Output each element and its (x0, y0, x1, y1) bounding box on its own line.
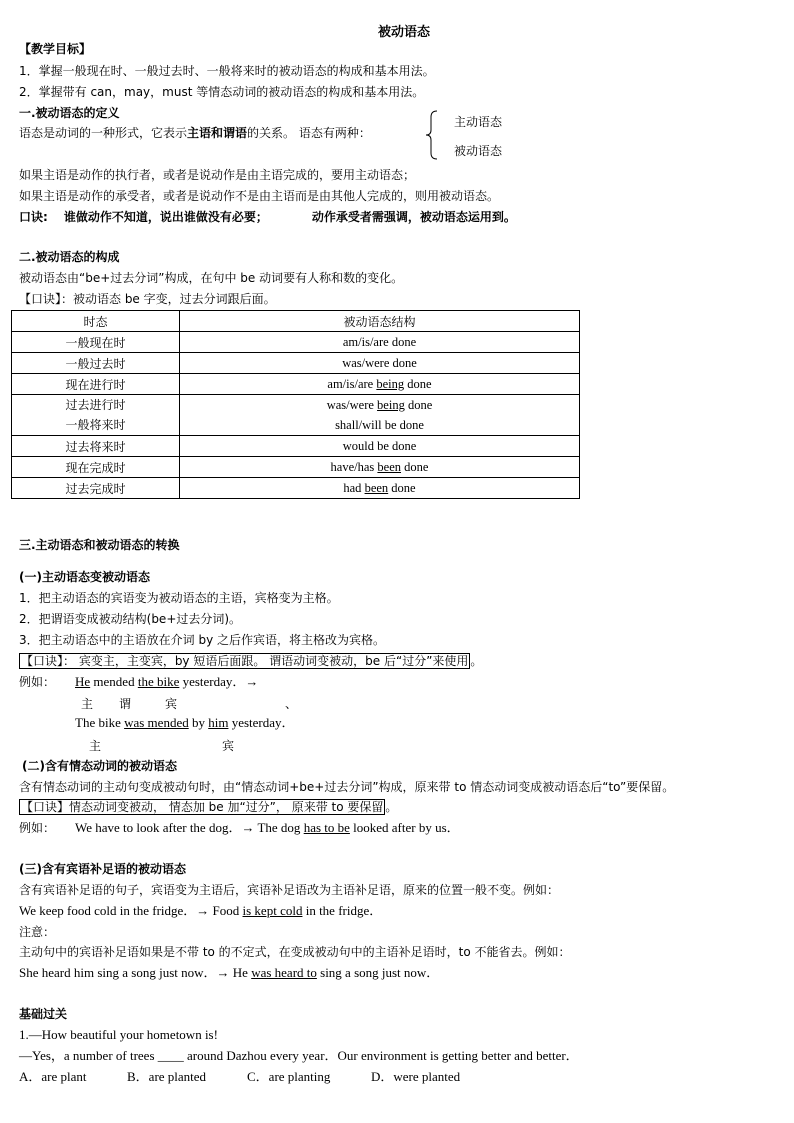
sub3-line1: 含有宾语补足语的句子，宾语变为主语后，宾语补足语改为主语补足语，原来的位置一般不变。例如： (19, 883, 560, 897)
section1-intro-bold: 主语和谓语 (187, 126, 248, 140)
example-sentence-passive (75, 715, 295, 731)
sub2-example-label: 例如： (19, 821, 56, 835)
sub3-ex1-b: is kept cold (242, 903, 303, 918)
sub3-ex2-b: was heard to (251, 965, 317, 980)
structure-text: shall/will be done (335, 418, 424, 432)
table-row (12, 457, 580, 478)
tense-cell: 过去完成时 (12, 478, 180, 499)
section1-intro-a: 语态是动词的一种形式，它表示 (19, 126, 188, 140)
structure-cell (180, 332, 580, 353)
question-1-line2: —Yes，a number of trees ____ around Dazhou every year．Our environment is getting better and better． (19, 1048, 579, 1063)
goal-item-2: 2．掌握带有 can，may，must 等情态动词的被动语态的构成和基本用法。 (19, 85, 425, 99)
sub3-example2 (19, 965, 439, 981)
passive-structure-table (11, 310, 580, 499)
rhyme-label: 口诀: (19, 210, 48, 224)
ex1-subject-label: 主 (81, 697, 94, 711)
sub2-heading: (二)含有情态动词的被动语态 (22, 759, 177, 773)
goal-item-1: 1．掌握一般现在时、一般过去时、一般将来时的被动语态的构成和基本用法。 (19, 64, 435, 78)
goals-heading: 【教学目标】 (19, 42, 92, 56)
structure-text: had (343, 480, 365, 495)
section1-line1: 如果主语是动作的执行者，或者是说动作是由主语完成的，要用主动语态； (19, 168, 416, 182)
ex1-object-label: 宾 (165, 697, 178, 711)
tense-cell: 过去将来时 (12, 436, 180, 457)
section3-heading: 三.主动语态和被动语态的转换 (19, 538, 180, 552)
table-header-row (12, 311, 580, 332)
structure-text: done (401, 459, 429, 474)
tense-cell: 一般过去时 (12, 353, 180, 374)
ex2-subject-label: 主 (89, 739, 102, 753)
structure-underlined: being (377, 398, 405, 412)
voice-active-label: 主动语态 (454, 115, 503, 129)
table-row (12, 478, 580, 499)
ex2-subject: The bike (75, 715, 125, 730)
ex2-by: by (188, 715, 209, 730)
structure-text: would be done (342, 438, 417, 453)
question-1-line1: 1.—How beautiful your hometown is! (19, 1027, 218, 1042)
structure-cell (180, 478, 580, 499)
section2-heading: 二.被动语态的构成 (19, 250, 120, 264)
sub2-ex-a: We have to look after the dog．→ The dog (75, 820, 304, 835)
structure-underlined: being (376, 376, 405, 391)
sub1-rhyme-box: 【口诀】： 宾变主，主变宾，by 短语后面跟。 谓语动词变被动，be 后“过分”来使用 (21, 654, 469, 668)
ex2-object-label: 宾 (222, 739, 235, 753)
section1-rhyme (19, 209, 516, 225)
sub3-note-label: 注意： (19, 925, 56, 939)
ex2-rest: yesterday． (228, 715, 295, 730)
sub1-rhyme-end: 。 (470, 654, 483, 668)
section1-intro (19, 125, 371, 141)
ex1-rest: yesterday．→ (179, 674, 259, 689)
ex1-subject: He (75, 674, 91, 689)
sub3-ex2-a: She heard him sing a song just now．→ He (19, 965, 252, 980)
sub3-ex1-a: We keep food cold in the fridge．→ Food (19, 903, 243, 918)
tense-text: 一般将来时 (65, 418, 126, 432)
voice-passive-label: 被动语态 (454, 144, 503, 158)
structure-text: done (404, 398, 433, 412)
option-b: B．are planted (127, 1069, 207, 1084)
sub2-rhyme (19, 799, 397, 815)
practice-heading: 基础过关 (19, 1007, 68, 1021)
sub2-rhyme-end: 。 (385, 800, 398, 814)
tense-text: 过去进行时 (65, 398, 126, 412)
section2-line1: 被动语态由“be+过去分词”构成，在句中 be 动词要有人称和数的变化。 (19, 271, 404, 285)
sub3-heading: (三)含有宾语补足语的被动语态 (19, 862, 186, 876)
table-row (12, 395, 580, 436)
sub2-example-sentence (75, 820, 460, 836)
sub1-rhyme (19, 653, 482, 669)
structure-text: was/were (326, 398, 378, 412)
ex1-object: the bike (137, 674, 180, 689)
sub1-heading: (一)主动语态变被动语态 (19, 570, 150, 584)
sub3-ex1-c: in the fridge． (302, 903, 383, 918)
section1-heading: 一.被动语态的定义 (19, 106, 120, 120)
tense-cell: 一般现在时 (12, 332, 180, 353)
table-row (12, 353, 580, 374)
structure-cell (180, 374, 580, 395)
table-row (12, 332, 580, 353)
structure-text: done (404, 376, 432, 391)
sub3-ex2-c: sing a song just now． (316, 965, 440, 980)
structure-cell (180, 457, 580, 478)
sub2-line1: 含有情态动词的主动句变成被动句时，由“情态动词+be+过去分词”构成，原来带 to 情态动词变成被动语态后“to”要保留。 (19, 780, 675, 794)
tense-cell (12, 395, 180, 436)
sub3-note-line: 主动句中的宾语补足语如果是不带 to 的不定式，在变成被动句中的主语补足语时，to 不能省去。例如： (19, 945, 571, 959)
tense-cell: 现在进行时 (12, 374, 180, 395)
ex2-agent: him (208, 715, 229, 730)
sub1-example-label: 例如： (19, 675, 56, 689)
example-sentence-active (75, 674, 258, 690)
structure-text: am/is/are (327, 376, 377, 391)
structure-cell (180, 353, 580, 374)
sub2-rhyme-box: 【口诀】情态动词变被动， 情态加 be 加“过分”， 原来带 to 要保留 (21, 800, 384, 814)
structure-text: have/has (330, 459, 378, 474)
curly-brace-icon (425, 110, 439, 160)
structure-text: done (388, 480, 416, 495)
page-title: 被动语态 (377, 25, 430, 40)
rhyme-part-b: 动作承受者需强调，被动语态运用到。 (311, 210, 516, 224)
table-header-tense: 时态 (12, 311, 180, 332)
structure-cell (180, 436, 580, 457)
ex1-comma-mark: 、 (285, 697, 298, 711)
option-d: D．were planted (371, 1069, 461, 1084)
rhyme-part-a: 谁做动作不知道，说出谁做没有必要； (63, 210, 268, 224)
option-c: C．are planting (247, 1069, 331, 1084)
tense-cell: 现在完成时 (12, 457, 180, 478)
sub2-ex-b: has to be (303, 820, 350, 835)
sub1-step1: 1．把主动语态的宾语变为被动语态的主语，宾格变为主格。 (19, 591, 339, 605)
structure-text: am/is/are done (342, 334, 417, 349)
ex2-verb: was mended (124, 715, 189, 730)
sub3-example1 (19, 903, 382, 919)
sub1-step2: 2．把谓语变成被动结构(be+过去分词)。 (19, 612, 242, 626)
section1-line2: 如果主语是动作的承受者，或者是说动作不是由主语而是由其他人完成的，则用被动语态。 (19, 189, 500, 203)
section2-rhyme: 【口诀】：被动语态 be 字变，过去分词跟后面。 (19, 292, 276, 306)
table-row (12, 374, 580, 395)
table-row (12, 436, 580, 457)
section1-intro-b: 的关系。 语态有两种： (247, 126, 371, 140)
option-a: A．are plant (19, 1069, 87, 1084)
structure-cell (180, 395, 580, 436)
structure-underlined: been (377, 459, 402, 474)
table-header-structure: 被动语态结构 (180, 311, 580, 332)
ex1-verb: mended (90, 674, 138, 689)
sub1-step3: 3．把主动语态中的主语放在介词 by 之后作宾语，将主格改为宾格。 (19, 633, 385, 647)
sub2-ex-c: looked after by us． (349, 820, 460, 835)
ex1-predicate-label: 谓 (119, 697, 132, 711)
structure-underlined: been (364, 480, 389, 495)
structure-text: was/were done (342, 355, 417, 370)
